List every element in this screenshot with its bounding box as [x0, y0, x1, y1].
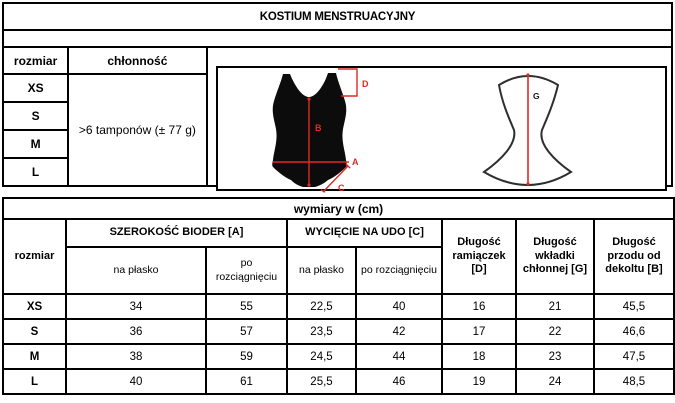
cell-value: 44: [356, 344, 442, 369]
cell-value: 16: [442, 294, 516, 319]
diagram-area: [207, 47, 672, 193]
thigh-stretched-subheader: po rozciągnięciu: [356, 247, 442, 294]
size-row-l: L: [3, 158, 68, 186]
cell-value: 59: [206, 344, 287, 369]
hip-stretched-subheader: po rozciągnięciu: [206, 247, 287, 294]
cell-value: 19: [442, 369, 516, 394]
size-row-s: S: [3, 102, 68, 130]
hip-flat-subheader: na płasko: [66, 247, 206, 294]
label-A: A: [351, 157, 359, 167]
cell-value: 22,5: [287, 294, 356, 319]
cell-value: 40: [66, 369, 206, 394]
cell-value: 38: [66, 344, 206, 369]
cell-value: 34: [66, 294, 206, 319]
row-size: L: [3, 369, 66, 394]
measurement-diagram-box: [216, 66, 667, 191]
absorbency-column-header: chłonność: [68, 47, 206, 74]
spacer-row: [3, 30, 672, 47]
cell-value: 45,5: [594, 294, 674, 319]
cell-value: 47,5: [594, 344, 674, 369]
table-row-l: [3, 369, 674, 394]
cell-value: 17: [442, 319, 516, 344]
label-C: C: [337, 183, 345, 193]
cell-value: 24,5: [287, 344, 356, 369]
cell-value: 23: [516, 344, 594, 369]
front-length-header: Długość przodu od dekoltu [B]: [594, 219, 674, 294]
insert-length-header: Długość wkładki chłonnej [G]: [516, 219, 594, 294]
label-D: D: [361, 79, 369, 89]
thigh-flat-subheader: na płasko: [287, 247, 356, 294]
cell-value: 46: [356, 369, 442, 394]
cell-value: 42: [356, 319, 442, 344]
page-title: KOSTIUM MENSTRUACYJNY: [3, 3, 672, 30]
cell-value: 48,5: [594, 369, 674, 394]
strap-length-header: Długość ramiączek [D]: [442, 219, 516, 294]
cell-value: 57: [206, 319, 287, 344]
size-column-header: rozmiar: [3, 219, 66, 294]
size-row-m: M: [3, 130, 68, 158]
cell-value: 46,6: [594, 319, 674, 344]
cell-value: 61: [206, 369, 287, 394]
row-size: M: [3, 344, 66, 369]
cell-value: 25,5: [287, 369, 356, 394]
measurement-diagram: [218, 68, 665, 193]
dimensions-caption: wymiary w (cm): [3, 198, 674, 219]
cell-value: 40: [356, 294, 442, 319]
size-row-xs: XS: [3, 74, 68, 102]
row-size: XS: [3, 294, 66, 319]
label-G: G: [532, 91, 540, 101]
row-size: S: [3, 319, 66, 344]
cell-value: 23,5: [287, 319, 356, 344]
cell-value: 22: [516, 319, 594, 344]
cell-value: 18: [442, 344, 516, 369]
measurements-table: [2, 197, 675, 395]
label-B: B: [314, 123, 322, 133]
hip-width-group-header: SZEROKOŚĆ BIODER [A]: [66, 219, 287, 247]
absorbent-insert-icon: [484, 73, 571, 185]
cell-value: 21: [516, 294, 594, 319]
cell-value: 36: [66, 319, 206, 344]
thigh-cut-group-header: WYCIĘCIE NA UDO [C]: [287, 219, 442, 247]
cell-value: 24: [516, 369, 594, 394]
table-row-xs: [3, 294, 674, 319]
absorbency-value: >6 tamponów (± 77 g): [68, 74, 206, 186]
size-column-header: rozmiar: [3, 47, 68, 74]
table-row-m: [3, 344, 674, 369]
cell-value: 55: [206, 294, 287, 319]
top-table: [2, 2, 673, 193]
table-row-s: [3, 319, 674, 344]
